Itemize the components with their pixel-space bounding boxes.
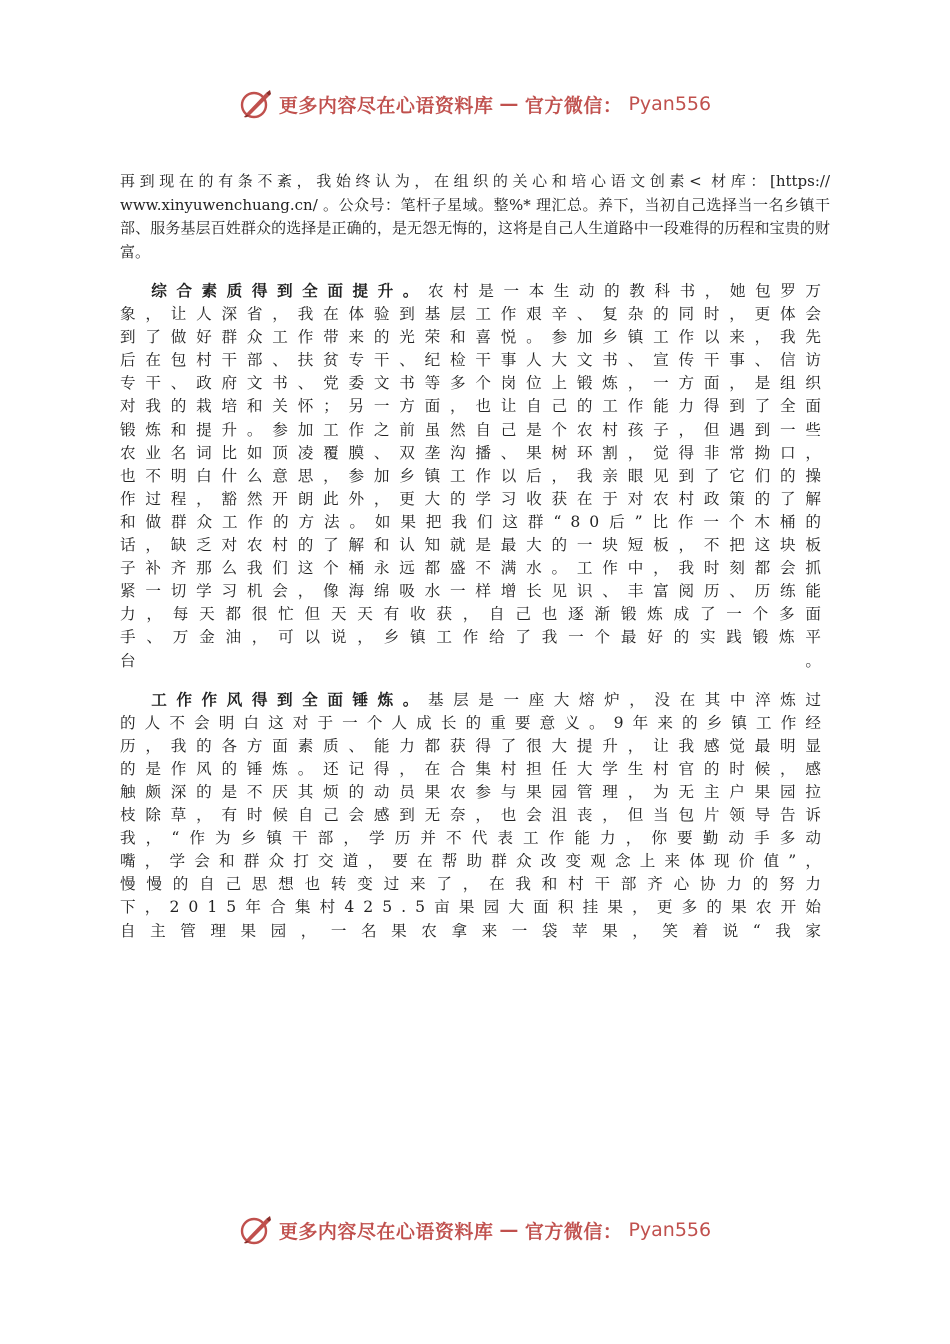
paragraph-quality-text: 农村是一本生动的教科书，她包罗万象，让人深省，我在体验到基层工作艰辛、复杂的同时，更体会到了做好群众工作带来的光荣和喜悦。参加乡镇工作以来，我先后在包村干部、扶贫专干、纪检干事人大文书、宣传干事、信访专干、政府文书、党委文书等多个岗位上锻炼，一方面，是组织对我的栽培和关怀；另一方面，也让自己的工作能力得到了全面锻炼和提升。参加工作之前虽然自己是个农村孩子，但遇到一些农业名词比如顶凌覆膜、双垄沟播、果树环割，觉得非常拗口，也不明白什么意思，参加乡镇工作以后，我亲眼见到了它们的操作过程，豁然开朗此外，更大的学习收获在于对农村政策的了解和做群众工作的方法。如果把我们这群“80后”比作一个木桶的话，缺乏对农村的了解和认知就是最大的一块短板，不把这块板子补齐那么我们这个桶永远都盛不满水。工作中，我时刻都会抓紧一切学习机会，像海绵吸水一样增长见识、丰富阅历、历练能力，每天都很忙但天天有收获，自己也逐渐锻炼成了一个多面手、万金油，可以说，乡镇工作给了我一个最好的实践锻炼平台。	[120, 282, 830, 670]
brush-pen-icon	[239, 87, 273, 121]
footer-banner-dash: —	[499, 1219, 519, 1241]
header-banner-inner	[239, 87, 711, 121]
banner-wechat-label: 官方微信：	[524, 94, 623, 117]
footer-banner-wechat-label: 官方微信：	[524, 1220, 623, 1243]
paragraph-style	[120, 689, 830, 943]
paragraph-style-text: 基层是一座大熔炉，没在其中淬炼过的人不会明白这对于一个人成长的重要意义。9年来的乡镇工作经历，我的各方面素质、能力都获得了很大提升，让我感觉最明显的是作风的锤炼。还记得，在合集村担任大学生村官的时候，感触颇深的是不厌其烦的动员果农参与果园管理，为无主户果园拉枝除草，有时候自己会感到无奈，也会沮丧，但当包片领导告诉我，“作为乡镇干部，学历并不代表工作能力，你要勤动手多动嘴，学会和群众打交道，要在帮助群众改变观念上来体现价值”，慢慢的自己思想也转变过来了，在我和村干部齐心协力的努力下，2015年合集村425.5亩果园大面积挂果，更多的果农开始自主管理果园，一名果农拿来一袋苹果，笑着说“我家	[120, 690, 830, 940]
paragraph-quality-heading: 综合素质得到全面提升。	[151, 282, 428, 300]
footer-banner-wechat-id: Pyan556	[628, 1219, 712, 1241]
paragraph-quality	[120, 280, 830, 673]
banner-dash: —	[499, 93, 519, 115]
brush-pen-icon	[239, 1213, 273, 1247]
document-body	[120, 170, 830, 959]
footer-banner	[0, 1208, 950, 1252]
banner-wechat-id: Pyan556	[628, 93, 712, 115]
header-banner	[0, 82, 950, 126]
paragraph-style-heading: 工作作风得到全面锤炼。	[151, 690, 428, 709]
paragraph-intro: 再到现在的有条不紊，我始终认为，在组织的关心和培心语文创素< 材库：[https:// www.xinyuwenchuang.cn/ 。公众号：笔杆子星域。整%* 理汇总。养下，当初自己选择当一名乡镇干部、服务基层百姓群众的选择是正确的，是无怨无悔的，这将是自己人生道路中一段难得的历程和宝贵的财富。	[120, 172, 830, 261]
footer-banner-inner	[239, 1213, 711, 1247]
banner-main-text: 更多内容尽在心语资料库	[278, 94, 494, 117]
footer-banner-main-text: 更多内容尽在心语资料库	[278, 1220, 494, 1243]
